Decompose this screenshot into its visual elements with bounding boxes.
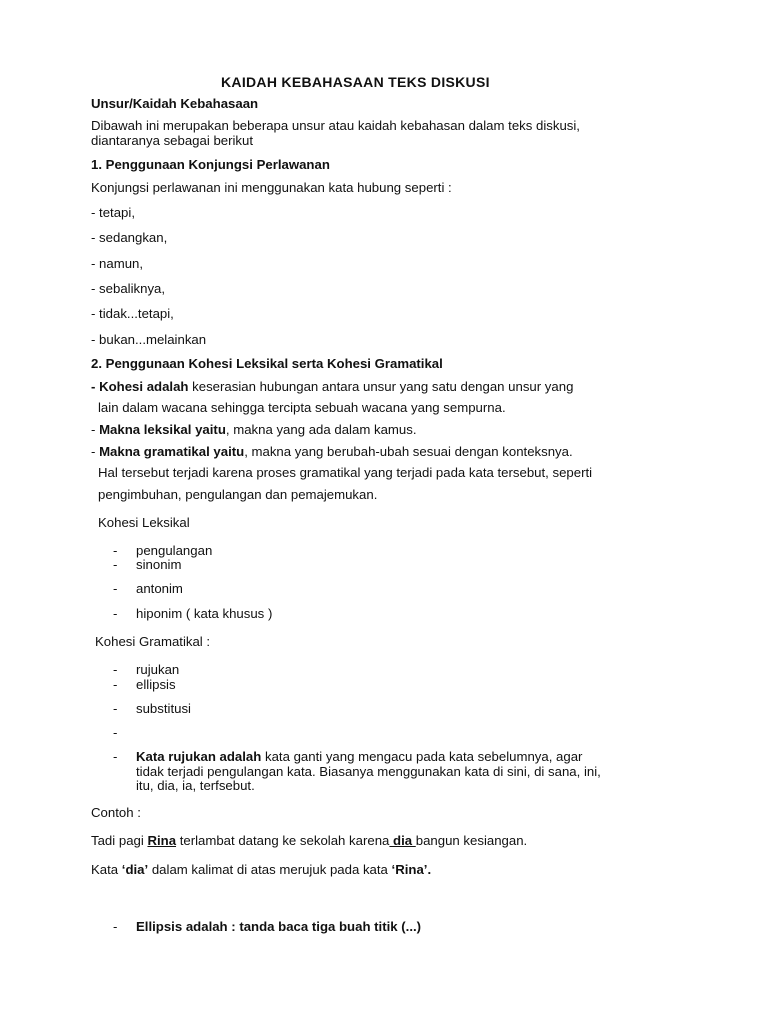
list-item: sinonim — [136, 557, 182, 572]
rina-underlined: Rina — [147, 833, 177, 848]
hal-tersebut-line-1: Hal tersebut terjadi karena proses gramatikal yang terjadi pada kata tersebut, seperti — [98, 465, 593, 480]
makna-gramatikal-definition: - Makna gramatikal yaitu, makna yang berubah-ubah sesuai dengan konteksnya. — [91, 444, 573, 459]
section-1-heading: 1. Penggunaan Konjungsi Perlawanan — [91, 157, 330, 172]
dia-underlined: dia — [389, 833, 416, 848]
list-item: substitusi — [136, 701, 191, 716]
contoh-sentence-1: Tadi pagi Rina terlambat datang ke sekolah karena dia bangun kesiangan. — [91, 833, 528, 848]
makna-leksikal-definition: - Makna leksikal yaitu, makna yang ada dalam kamus. — [91, 422, 417, 437]
list-item: - bukan...melainkan — [91, 332, 207, 347]
list-item: - namun, — [91, 256, 144, 271]
ellipsis-definition: Ellipsis adalah : tanda baca tiga buah titik (...) — [136, 919, 422, 934]
rujukan-definition-line-3: itu, dia, ia, terfsebut. — [136, 778, 255, 793]
kohesi-definition-line-2: lain dalam wacana sehingga tercipta sebuah wacana yang sempurna. — [98, 400, 506, 415]
document-title: KAIDAH KEBAHASAAN TEKS DISKUSI — [221, 74, 490, 90]
kohesi-gramatikal-heading: Kohesi Gramatikal : — [95, 634, 211, 649]
bullet-dash: - — [113, 725, 118, 740]
list-item: rujukan — [136, 662, 180, 677]
list-item: - sebaliknya, — [91, 281, 166, 296]
list-item: pengulangan — [136, 543, 213, 558]
list-item: antonim — [136, 581, 183, 596]
bullet-dash: - — [113, 606, 118, 621]
section-1-desc: Konjungsi perlawanan ini menggunakan kata hubung seperti : — [91, 180, 452, 195]
hal-tersebut-line-2: pengimbuhan, pengulangan dan pemajemukan. — [98, 487, 378, 502]
section-2-heading: 2. Penggunaan Kohesi Leksikal serta Kohesi Gramatikal — [91, 356, 443, 371]
rujukan-definition-line-2: tidak terjadi pengulangan kata. Biasanya menggunakan kata di sini, di sana, ini, — [136, 764, 601, 779]
intro-line-2: diantaranya sebagai berikut — [91, 133, 254, 148]
bullet-dash: - — [113, 677, 118, 692]
contoh-sentence-2: Kata ‘dia’ dalam kalimat di atas merujuk pada kata ‘Rina’. — [91, 862, 432, 877]
section-subtitle: Unsur/Kaidah Kebahasaan — [91, 96, 259, 111]
list-item: - tidak...tetapi, — [91, 306, 174, 321]
kohesi-leksikal-heading: Kohesi Leksikal — [98, 515, 190, 530]
bullet-dash: - — [113, 662, 118, 677]
contoh-label: Contoh : — [91, 805, 141, 820]
bullet-dash: - — [113, 919, 118, 934]
list-item: - sedangkan, — [91, 230, 168, 245]
bullet-dash: - — [113, 749, 118, 764]
bullet-dash: - — [113, 701, 118, 716]
list-item: hiponim ( kata khusus ) — [136, 606, 273, 621]
list-item: ellipsis — [136, 677, 176, 692]
bullet-dash: - — [113, 543, 118, 558]
bullet-dash: - — [113, 581, 118, 596]
list-item: - tetapi, — [91, 205, 135, 220]
bullet-dash: - — [113, 557, 118, 572]
kohesi-definition-line-1: - Kohesi adalah keserasian hubungan antara unsur yang satu dengan unsur yang — [91, 379, 574, 394]
rujukan-definition-line-1: Kata rujukan adalah kata ganti yang mengacu pada kata sebelumnya, agar — [136, 749, 583, 764]
intro-line-1: Dibawah ini merupakan beberapa unsur atau kaidah kebahasan dalam teks diskusi, — [91, 118, 580, 133]
